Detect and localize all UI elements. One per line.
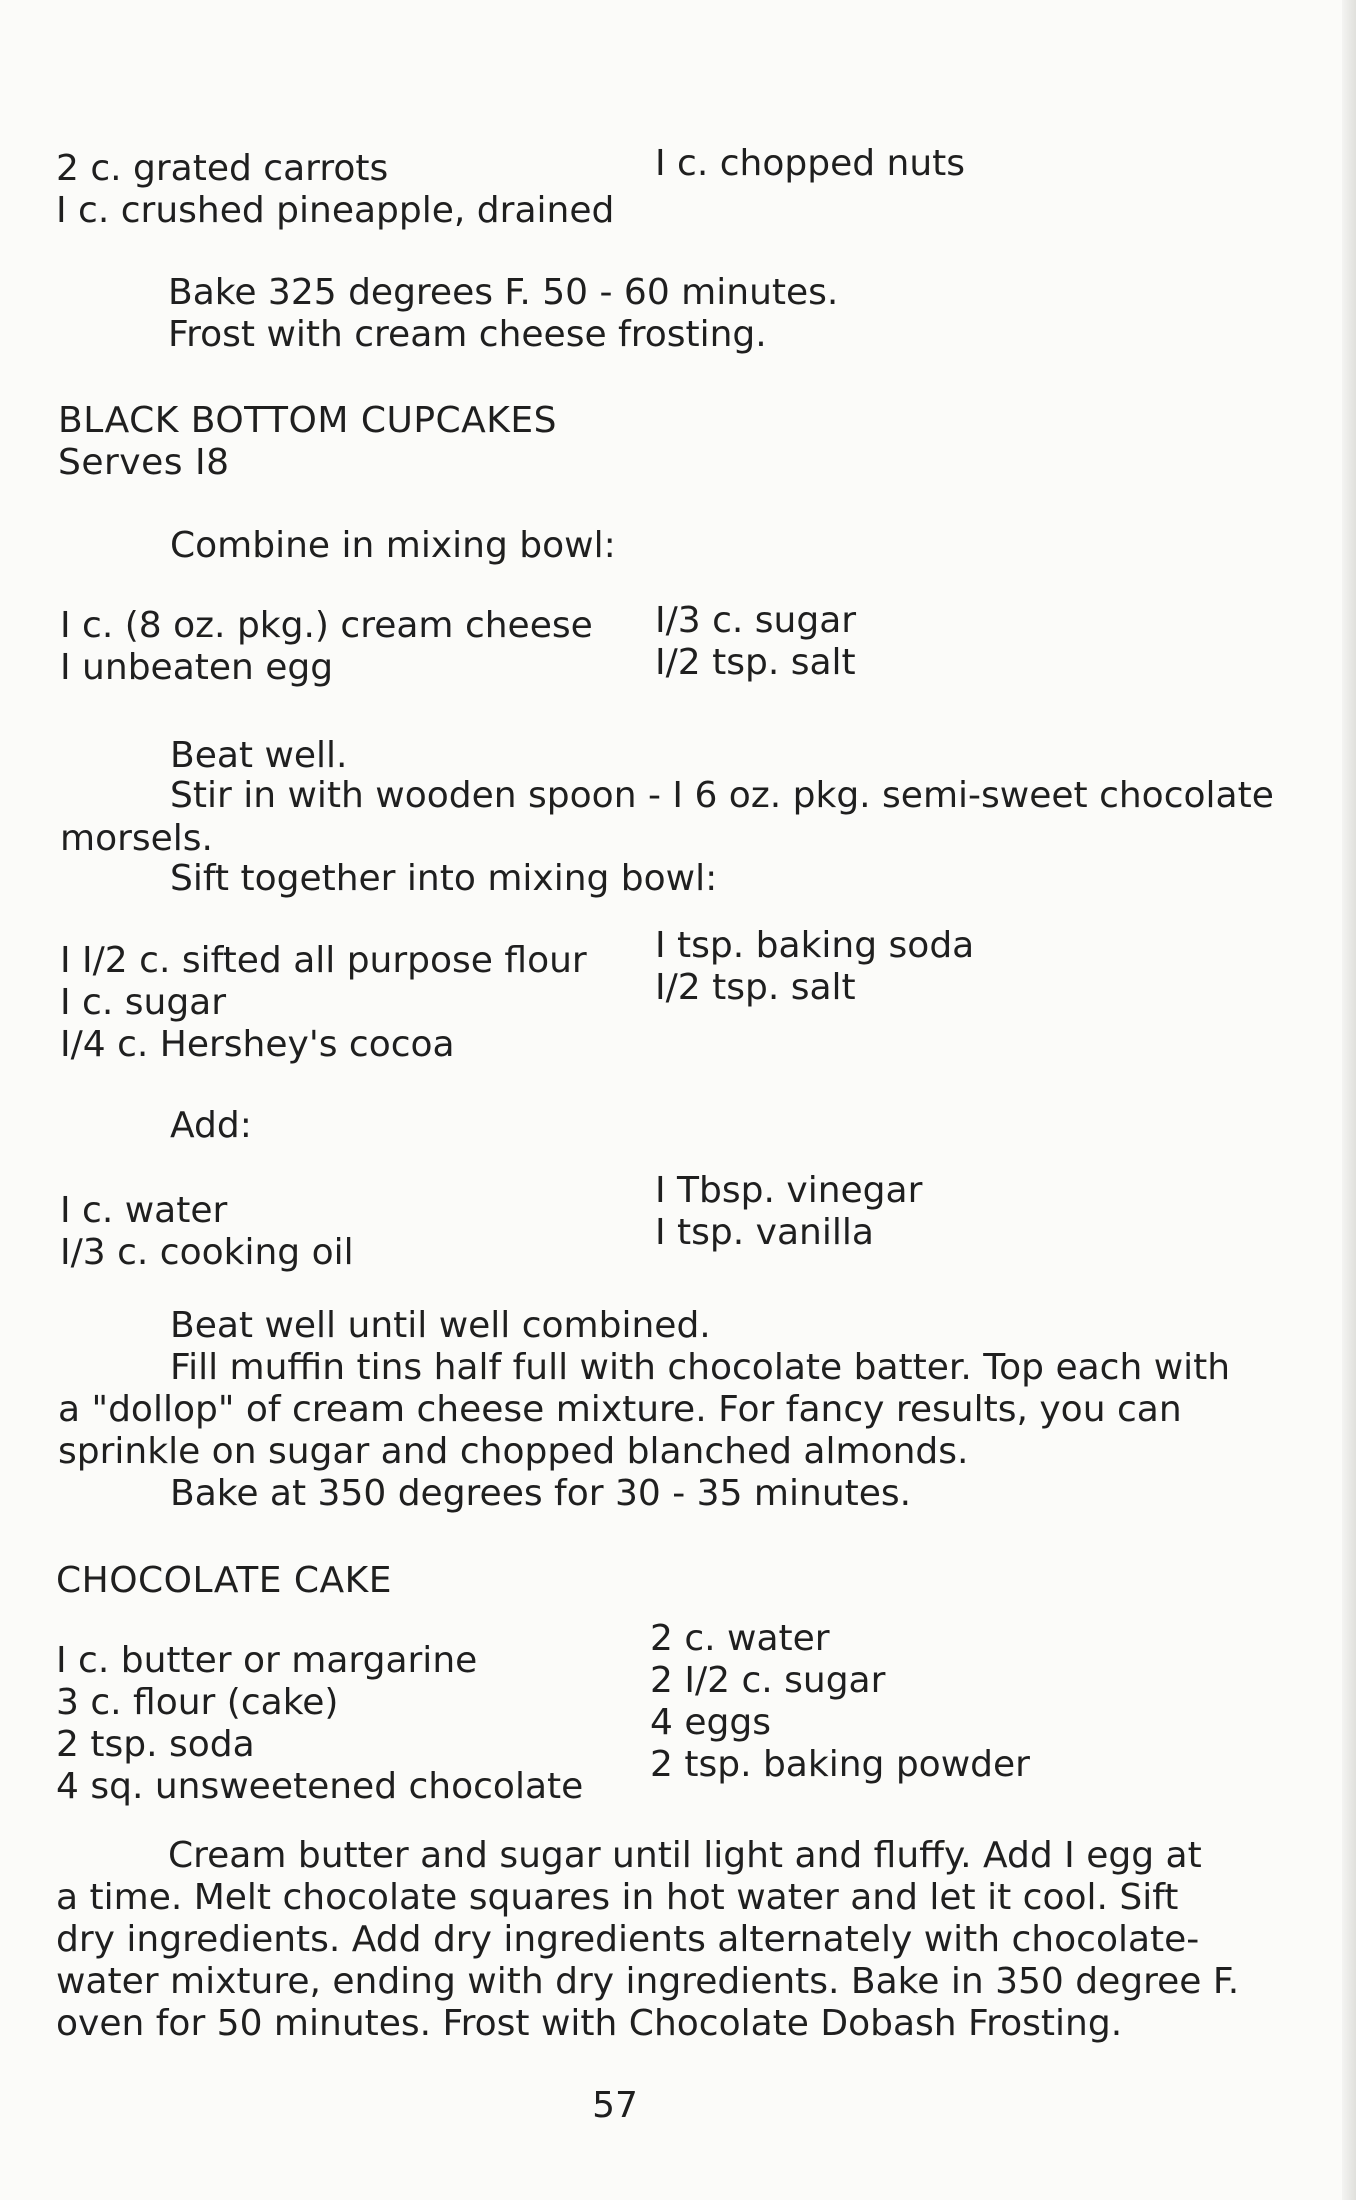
method-line: Fill muffin tins half full with chocolate batter. Top each with [170, 1347, 1231, 1388]
ingredient-line: I c. water [60, 1190, 228, 1231]
recipe-step: Combine in mixing bowl: [170, 525, 616, 566]
recipe-title: BLACK BOTTOM CUPCAKES [58, 400, 558, 441]
ingredient-line: I I/2 c. sifted all purpose flour [60, 940, 587, 981]
ingredient-line: I tsp. vanilla [655, 1212, 874, 1253]
method-line: a "dollop" of cream cheese mixture. For fancy results, you can [58, 1389, 1182, 1430]
cake-ingredients-right [650, 1618, 1030, 1786]
page-edge [1342, 0, 1356, 2200]
ingredient-line: I/2 tsp. salt [655, 642, 856, 683]
method-line: dry ingredients. Add dry ingredients alternately with chocolate- [56, 1919, 1200, 1960]
method-line: Cream butter and sugar until light and fluffy. Add I egg at [168, 1835, 1202, 1876]
ingredient-line: I c. sugar [60, 982, 227, 1023]
ingredient-line: I unbeaten egg [60, 647, 334, 688]
method-line: Bake at 350 degrees for 30 - 35 minutes. [170, 1473, 912, 1514]
group3-left [60, 1190, 354, 1274]
instruction-line: Bake 325 degrees F. 50 - 60 minutes. [168, 272, 839, 313]
carrot-ingredients-right [655, 143, 965, 185]
ingredient-line: I tsp. baking soda [655, 925, 975, 966]
page-number: 57 [592, 2085, 638, 2126]
ingredient-line: 2 tsp. soda [56, 1724, 255, 1765]
ingredient-line: I/3 c. sugar [655, 600, 857, 641]
ingredient-line: 3 c. flour (cake) [56, 1682, 339, 1723]
method-line: sprinkle on sugar and chopped blanched almonds. [58, 1431, 969, 1472]
group2-left [60, 940, 587, 1066]
ingredient-line: I c. chopped nuts [655, 143, 966, 184]
cake-method [56, 1835, 1239, 2045]
ingredient-line: 4 sq. unsweetened chocolate [56, 1766, 584, 1807]
method-line: a time. Melt chocolate squares in hot water and let it cool. Sift [56, 1877, 1179, 1918]
ingredient-line: I/2 tsp. salt [655, 967, 856, 1008]
group1-left [60, 605, 593, 689]
recipe-step: Add: [170, 1105, 252, 1146]
ingredient-line: I c. butter or margarine [56, 1640, 478, 1681]
ingredient-line: I Tbsp. vinegar [655, 1170, 923, 1211]
method-line: water mixture, ending with dry ingredients. Bake in 350 degree F. [56, 1961, 1240, 2002]
group3-right [655, 1170, 922, 1254]
method-line: Beat well until well combined. [170, 1305, 711, 1346]
ingredient-line: 2 c. water [650, 1618, 830, 1659]
cake-ingredients-left [56, 1640, 583, 1808]
instruction-line: Frost with cream cheese frosting. [168, 314, 767, 355]
recipe-title: CHOCOLATE CAKE [56, 1560, 393, 1601]
group1-right [655, 600, 856, 684]
recipe-step: morsels. [60, 818, 213, 859]
ingredient-line: I/3 c. cooking oil [60, 1232, 354, 1273]
method-line: oven for 50 minutes. Frost with Chocolate Dobash Frosting. [56, 2003, 1123, 2044]
ingredient-line: I c. (8 oz. pkg.) cream cheese [60, 605, 593, 646]
ingredient-line: I/4 c. Hershey's cocoa [60, 1024, 455, 1065]
recipe-step: Beat well. [170, 735, 348, 776]
recipe-step: Sift together into mixing bowl: [170, 858, 718, 899]
carrot-instructions [168, 272, 838, 356]
recipe-step: Stir in with wooden spoon - I 6 oz. pkg. semi-sweet chocolate [170, 775, 1274, 816]
cupcake-method [58, 1305, 1230, 1515]
ingredient-line: 2 tsp. baking powder [650, 1744, 1030, 1785]
ingredient-line: 4 eggs [650, 1702, 771, 1743]
group2-right [655, 925, 974, 1009]
recipe-serves: Serves I8 [58, 442, 230, 483]
carrot-ingredients-left [56, 148, 614, 232]
ingredient-line: 2 I/2 c. sugar [650, 1660, 886, 1701]
ingredient-line: I c. crushed pineapple, drained [56, 190, 615, 231]
ingredient-line: 2 c. grated carrots [56, 148, 389, 189]
